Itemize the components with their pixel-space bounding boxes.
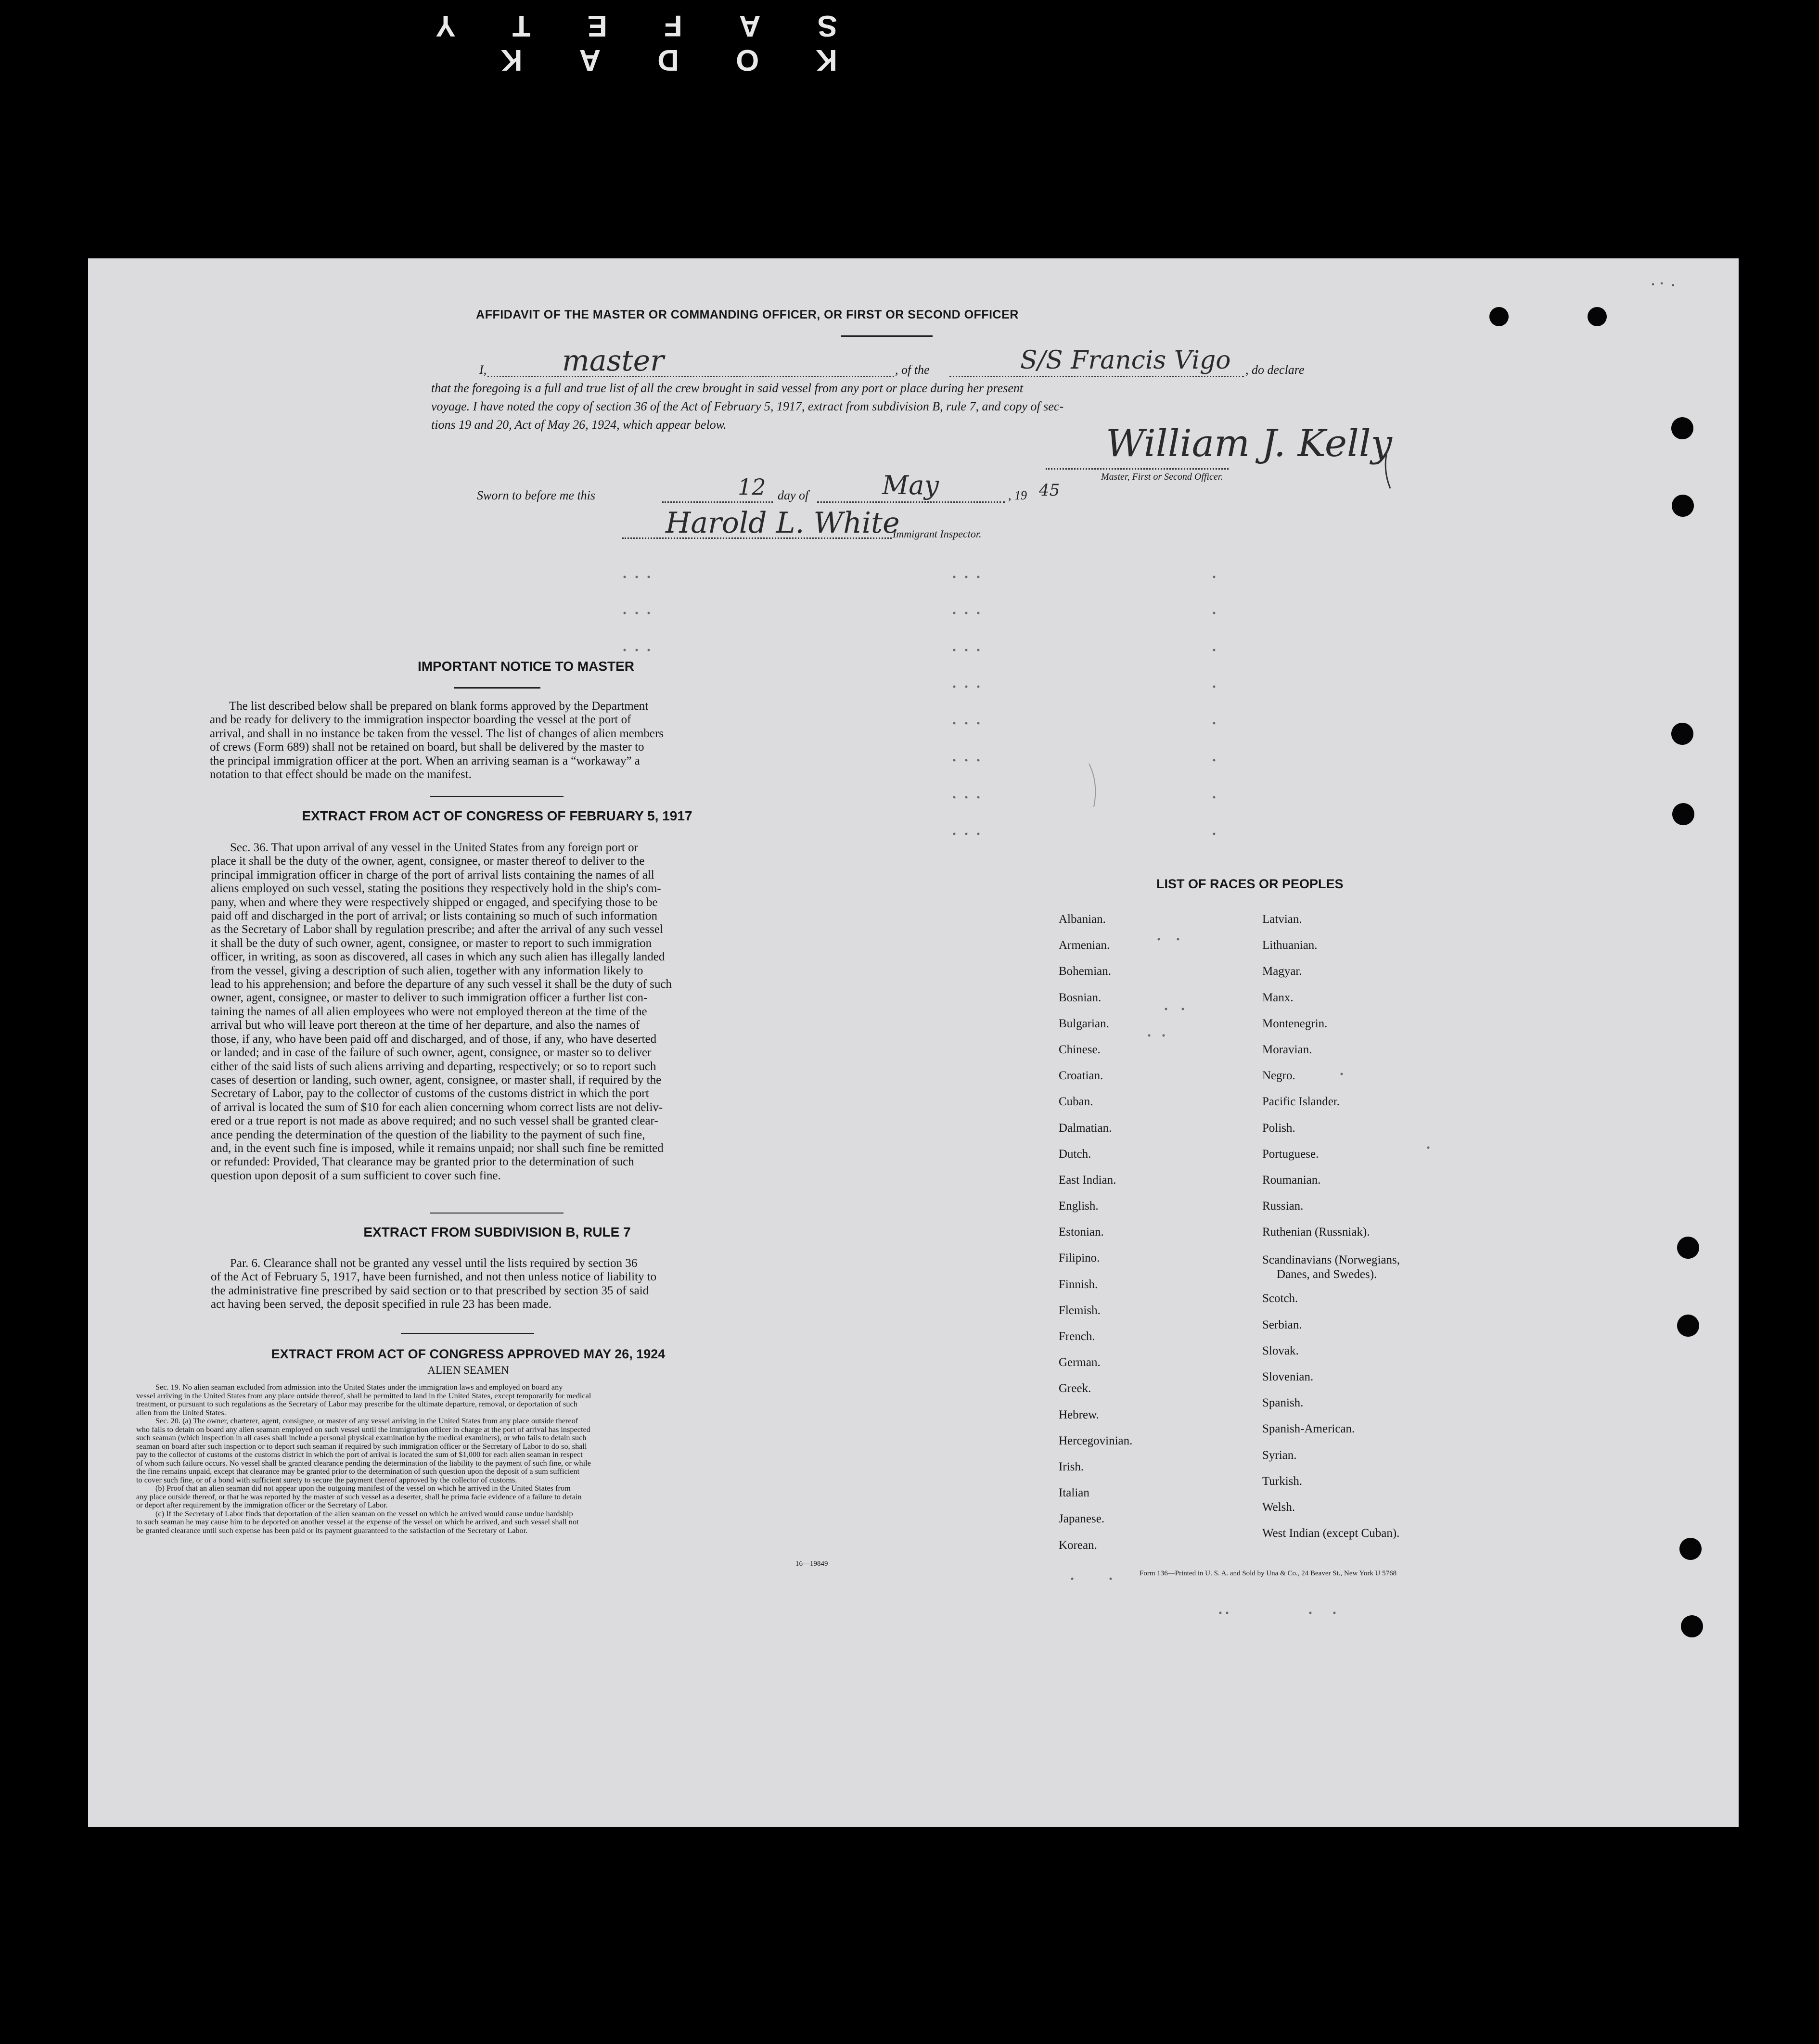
faint-dot-marks: [88, 258, 1739, 1827]
extract-1917-heading: EXTRACT FROM ACT OF CONGRESS OF FEBRUARY 5, 1917: [302, 808, 692, 823]
race-item: Japanese.: [1059, 1512, 1105, 1526]
race-item: Dutch.: [1059, 1147, 1091, 1161]
seamen-line: to cover such fine, or of a bond with sufficient surety to secure the payment thereof approved by the collector of customs.: [136, 1475, 517, 1484]
seamen-line: such seaman (which inspection in all cases shall include a personal physical examination by the medical examiners), or who fails to detain such: [136, 1433, 587, 1442]
race-item: Welsh.: [1262, 1500, 1295, 1514]
affidavit-line1-post: , do declare: [1245, 363, 1305, 377]
seamen-line: Sec. 20. (a) The owner, charterer, agent, consignee, or master of any vessel arriving in the United States from any place outside thereof: [155, 1416, 578, 1425]
affidavit-line2: that the foregoing is a full and true list of all the crew brought in said vessel from any port or place during her present: [431, 381, 1024, 395]
extract-line: and, in the event such fine is imposed, while it remains unpaid; nor shall such fine be remitted: [211, 1141, 664, 1155]
race-item: Scandinavians (Norwegians,: [1262, 1253, 1400, 1267]
extract-line: those, if any, who have been paid off and discharged, and of those, if any, who have deserted: [211, 1032, 657, 1046]
extract-line: owner, agent, consignee, or master to deliver to such immigration officer a further list con-: [211, 991, 648, 1005]
extract-line: question upon deposit of a sum sufficient to cover such fine.: [211, 1169, 501, 1182]
notice-line: notation to that effect should be made on the manifest.: [210, 768, 472, 781]
film-edge-text: KODAK SAFETY: [379, 9, 837, 77]
race-item: Danes, and Swedes).: [1277, 1268, 1377, 1281]
affidavit-line1-pre: I,: [479, 363, 487, 377]
handwritten-day: 12: [738, 474, 766, 500]
extract-line: of arrival is located the sum of $10 for each alien concerning whom correct lists are not deliv-: [211, 1100, 663, 1114]
handwritten-vessel: S/S Francis Vigo: [1020, 346, 1231, 375]
extract-1924-heading: EXTRACT FROM ACT OF CONGRESS APPROVED MAY 26, 1924: [271, 1347, 666, 1361]
race-item: Armenian.: [1059, 939, 1110, 952]
extract-rule7-heading: EXTRACT FROM SUBDIVISION B, RULE 7: [363, 1225, 631, 1239]
race-item: Irish.: [1059, 1460, 1084, 1473]
seamen-line: who fails to detain on board any alien seaman employed on such vessel until the immigration officer in charge at the port of arrival has inspected: [136, 1424, 590, 1434]
extract-line: paid off and discharged in the port of arrival; or lists containing so much of such information: [211, 909, 658, 923]
extract-line: cases of desertion or landing, such owner, agent, consignee, or master shall, if required by the: [211, 1073, 662, 1086]
notice-line: the principal immigration officer at the port. When an arriving seaman is a “workaway” a: [210, 754, 640, 767]
seamen-line: the fine remains unpaid, except that clearance may be granted prior to the determination of such question upon the deposit of a sum sufficient: [136, 1467, 580, 1476]
race-item: Bohemian.: [1059, 965, 1112, 978]
race-item: Latvian.: [1262, 913, 1302, 926]
race-item: Flemish.: [1059, 1303, 1101, 1317]
race-item: Montenegrin.: [1262, 1017, 1328, 1030]
sworn-pre: Sworn to before me this: [477, 488, 596, 502]
extract-line: pany, when and where they were respectively shipped or engaged, and specifying those to be: [211, 895, 658, 909]
race-item: Russian.: [1262, 1200, 1304, 1213]
extract-line: either of the said lists of such aliens arriving and departing, respectively; or so to report such: [211, 1060, 656, 1073]
race-item: Ruthenian (Russniak).: [1262, 1226, 1370, 1239]
race-item: Scotch.: [1262, 1292, 1298, 1305]
affidavit-line3: voyage. I have noted the copy of section 36 of the Act of February 5, 1917, extract from subdivision B, rule 7, and copy of sec-: [431, 399, 1064, 413]
race-item: English.: [1059, 1200, 1099, 1213]
master-caption: Master, First or Second Officer.: [1101, 472, 1223, 482]
notice-heading: IMPORTANT NOTICE TO MASTER: [417, 659, 635, 674]
race-item: Polish.: [1262, 1121, 1295, 1135]
race-item: Negro.: [1262, 1069, 1295, 1083]
extract-line: lead to his apprehension; and before the departure of any such vessel it shall be the duty of such: [211, 978, 672, 991]
extract-line: or refunded: Provided, That clearance may be granted prior to the determination of such: [211, 1155, 634, 1169]
race-item: Italian: [1059, 1486, 1089, 1500]
extract-line: ered or a true report is not made as above required; and no such vessel shall be granted clear-: [211, 1114, 658, 1128]
extract-line: Secretary of Labor, pay to the collector of customs of the customs district in which the port: [211, 1087, 649, 1100]
races-heading: LIST OF RACES OR PEOPLES: [1156, 877, 1344, 891]
extract-line: or landed; and in case of the failure of such owner, agent, consignee, or master so to deliver: [211, 1046, 652, 1060]
race-item: Roumanian.: [1262, 1173, 1321, 1187]
seamen-line: (c) If the Secretary of Labor finds that deportation of the alien seaman on the vessel on which he arrived would cause undue hardship: [155, 1508, 573, 1518]
race-item: Turkish.: [1262, 1474, 1303, 1488]
seamen-line: vessel arriving in the United States from any place outside thereof, shall be permitted to land in the United States, except temporarily for medical: [136, 1391, 591, 1400]
race-item: Serbian.: [1262, 1318, 1302, 1331]
race-item: Slovak.: [1262, 1344, 1299, 1357]
race-item: Hercegovinian.: [1059, 1434, 1133, 1447]
sworn-year-pre: , 19: [1008, 488, 1027, 502]
rule7-line: the administrative fine prescribed by said section or to that prescribed by section 35 of said: [211, 1284, 649, 1297]
seamen-line: be granted clearance until such expense has been paid or its payment guaranteed to the satisfaction of the Secretary of Labor.: [136, 1525, 528, 1535]
extract-line: principal immigration officer in charge of the port of arrival lists containing the names of all: [211, 868, 654, 881]
seamen-line: (b) Proof that an alien seaman did not appear upon the outgoing manifest of the vessel on which he arrived in the United States from: [155, 1483, 571, 1493]
race-item: Croatian.: [1059, 1069, 1103, 1083]
race-item: Greek.: [1059, 1382, 1091, 1395]
race-item: Lithuanian.: [1262, 939, 1318, 952]
extract-line: as the Secretary of Labor shall by regulation prescribe; and after the arrival of any such vessel: [211, 923, 663, 936]
seamen-line: Sec. 19. No alien seaman excluded from admission into the United States under the immigration laws and employed on board any: [155, 1382, 563, 1392]
extract-1924-subheading: ALIEN SEAMEN: [427, 1364, 509, 1376]
extract-line: taining the names of all alien employees who were not employed thereon at the time of the: [211, 1005, 647, 1018]
handwritten-name: master: [562, 344, 664, 378]
master-signature: William J. Kelly: [1106, 422, 1392, 465]
manifest-sheet: [88, 258, 1739, 1827]
inspector-caption: Immigrant Inspector.: [893, 528, 982, 540]
extract-line: aliens employed on such vessel, stating the positions they respectively hold in the ship's com-: [211, 882, 661, 895]
race-item: Bulgarian.: [1059, 1017, 1109, 1030]
race-item: Magyar.: [1262, 965, 1302, 978]
race-item: Chinese.: [1059, 1043, 1101, 1056]
extract-line: ance pending the determination of the question of the liability to the payment of such fine,: [211, 1128, 645, 1141]
extract-line: from the vessel, giving a description of such alien, together with any information likely to: [211, 964, 643, 977]
seamen-line: seaman on board after such inspection or to deport such seaman if required by such immigration officer or the Secretary of Labor to do so, shall: [136, 1441, 587, 1451]
sworn-mid: day of: [778, 488, 809, 502]
race-item: East Indian.: [1059, 1173, 1116, 1187]
race-item: Moravian.: [1262, 1043, 1312, 1056]
rule7-line: Par. 6. Clearance shall not be granted any vessel until the lists required by section 36: [230, 1257, 638, 1270]
affidavit-line1-mid: , of the: [895, 363, 930, 377]
seamen-line: pay to the collector of customs of the customs district in which the port of arrival is located the sum of $1,000 for each alien seaman in respect: [136, 1450, 583, 1459]
race-item: Syrian.: [1262, 1448, 1297, 1462]
seamen-line: alien from the United States.: [136, 1407, 226, 1417]
inspector-signature: Harold L. White: [666, 506, 900, 540]
race-item: Portuguese.: [1262, 1147, 1319, 1161]
race-item: Hebrew.: [1059, 1408, 1099, 1421]
race-item: Finnish.: [1059, 1278, 1098, 1291]
notice-line: The list described below shall be prepared on blank forms approved by the Department: [229, 700, 649, 713]
extract-line: officer, in writing, as soon as discovered, all cases in which any such alien has illegally landed: [211, 950, 665, 964]
seamen-line: treatment, or pursuant to such regulations as the Secretary of Labor may prescribe for the ultimate departure, removal, or deportation of such: [136, 1399, 577, 1408]
rule7-line: of the Act of February 5, 1917, have been furnished, and not then unless notice of liability to: [211, 1270, 657, 1284]
race-item: French.: [1059, 1330, 1095, 1343]
extract-line: place it shall be the duty of the owner, agent, consignee, or master thereof to deliver to the: [211, 855, 645, 868]
extract-line: arrival but who will leave port thereon at the time of her departure, and also the names of: [211, 1019, 640, 1032]
extract-line: it shall be the duty of such owner, agent, consignee, or master to report to such immigration: [211, 936, 652, 950]
handwritten-month: May: [882, 470, 939, 500]
race-item: Spanish.: [1262, 1396, 1304, 1410]
race-item: Dalmatian.: [1059, 1121, 1112, 1135]
form-number: 16—19849: [795, 1560, 828, 1568]
race-item: West Indian (except Cuban).: [1262, 1527, 1400, 1540]
race-item: Bosnian.: [1059, 991, 1102, 1004]
handwritten-year: 45: [1039, 481, 1060, 500]
affidavit-heading: AFFIDAVIT OF THE MASTER OR COMMANDING OFFICER, OR FIRST OR SECOND OFFICER: [476, 308, 1019, 321]
race-item: Albanian.: [1059, 913, 1106, 926]
seamen-line: to such seaman he may cause him to be deported on another vessel at the expense of the vessel on which he arrived, and such vessel shall not: [136, 1517, 579, 1526]
race-item: Estonian.: [1059, 1226, 1104, 1239]
seamen-line: of whom such failure occurs. No vessel shall be granted clearance pending the determination of the liability to the payment of such fine, or while: [136, 1458, 591, 1468]
extract-line: Sec. 36. That upon arrival of any vessel in the United States from any foreign port or: [230, 841, 638, 854]
notice-line: arrival, and shall in no instance be taken from the vessel. The list of changes of alien members: [210, 727, 664, 740]
race-item: Filipino.: [1059, 1252, 1100, 1265]
race-item: Pacific Islander.: [1262, 1095, 1340, 1109]
printer-line: Form 136—Printed in U. S. A. and Sold by Una & Co., 24 Beaver St., New York U 5768: [1140, 1570, 1397, 1577]
rule7-line: act having been served, the deposit specified in rule 23 has been made.: [211, 1298, 552, 1311]
race-item: German.: [1059, 1356, 1101, 1369]
race-item: Spanish-American.: [1262, 1422, 1355, 1436]
race-item: Slovenian.: [1262, 1370, 1314, 1383]
film-edge-imprint: [0, 0, 837, 77]
race-item: Cuban.: [1059, 1095, 1093, 1109]
affidavit-line4: tions 19 and 20, Act of May 26, 1924, which appear below.: [431, 418, 727, 432]
notice-line: and be ready for delivery to the immigration inspector boarding the vessel at the port of: [210, 713, 631, 727]
race-item: Manx.: [1262, 991, 1294, 1004]
seamen-line: or deport after requirement by the immigration officer or the Secretary of Labor.: [136, 1500, 388, 1509]
race-item: Korean.: [1059, 1538, 1097, 1552]
seamen-line: any place outside thereof, or that he was reported by the master of such vessel as a deserter, shall be prima facie evidence of a failure to detain: [136, 1492, 582, 1501]
notice-line: of crews (Form 689) shall not be retained on board, but shall be delivered by the master to: [210, 741, 644, 754]
